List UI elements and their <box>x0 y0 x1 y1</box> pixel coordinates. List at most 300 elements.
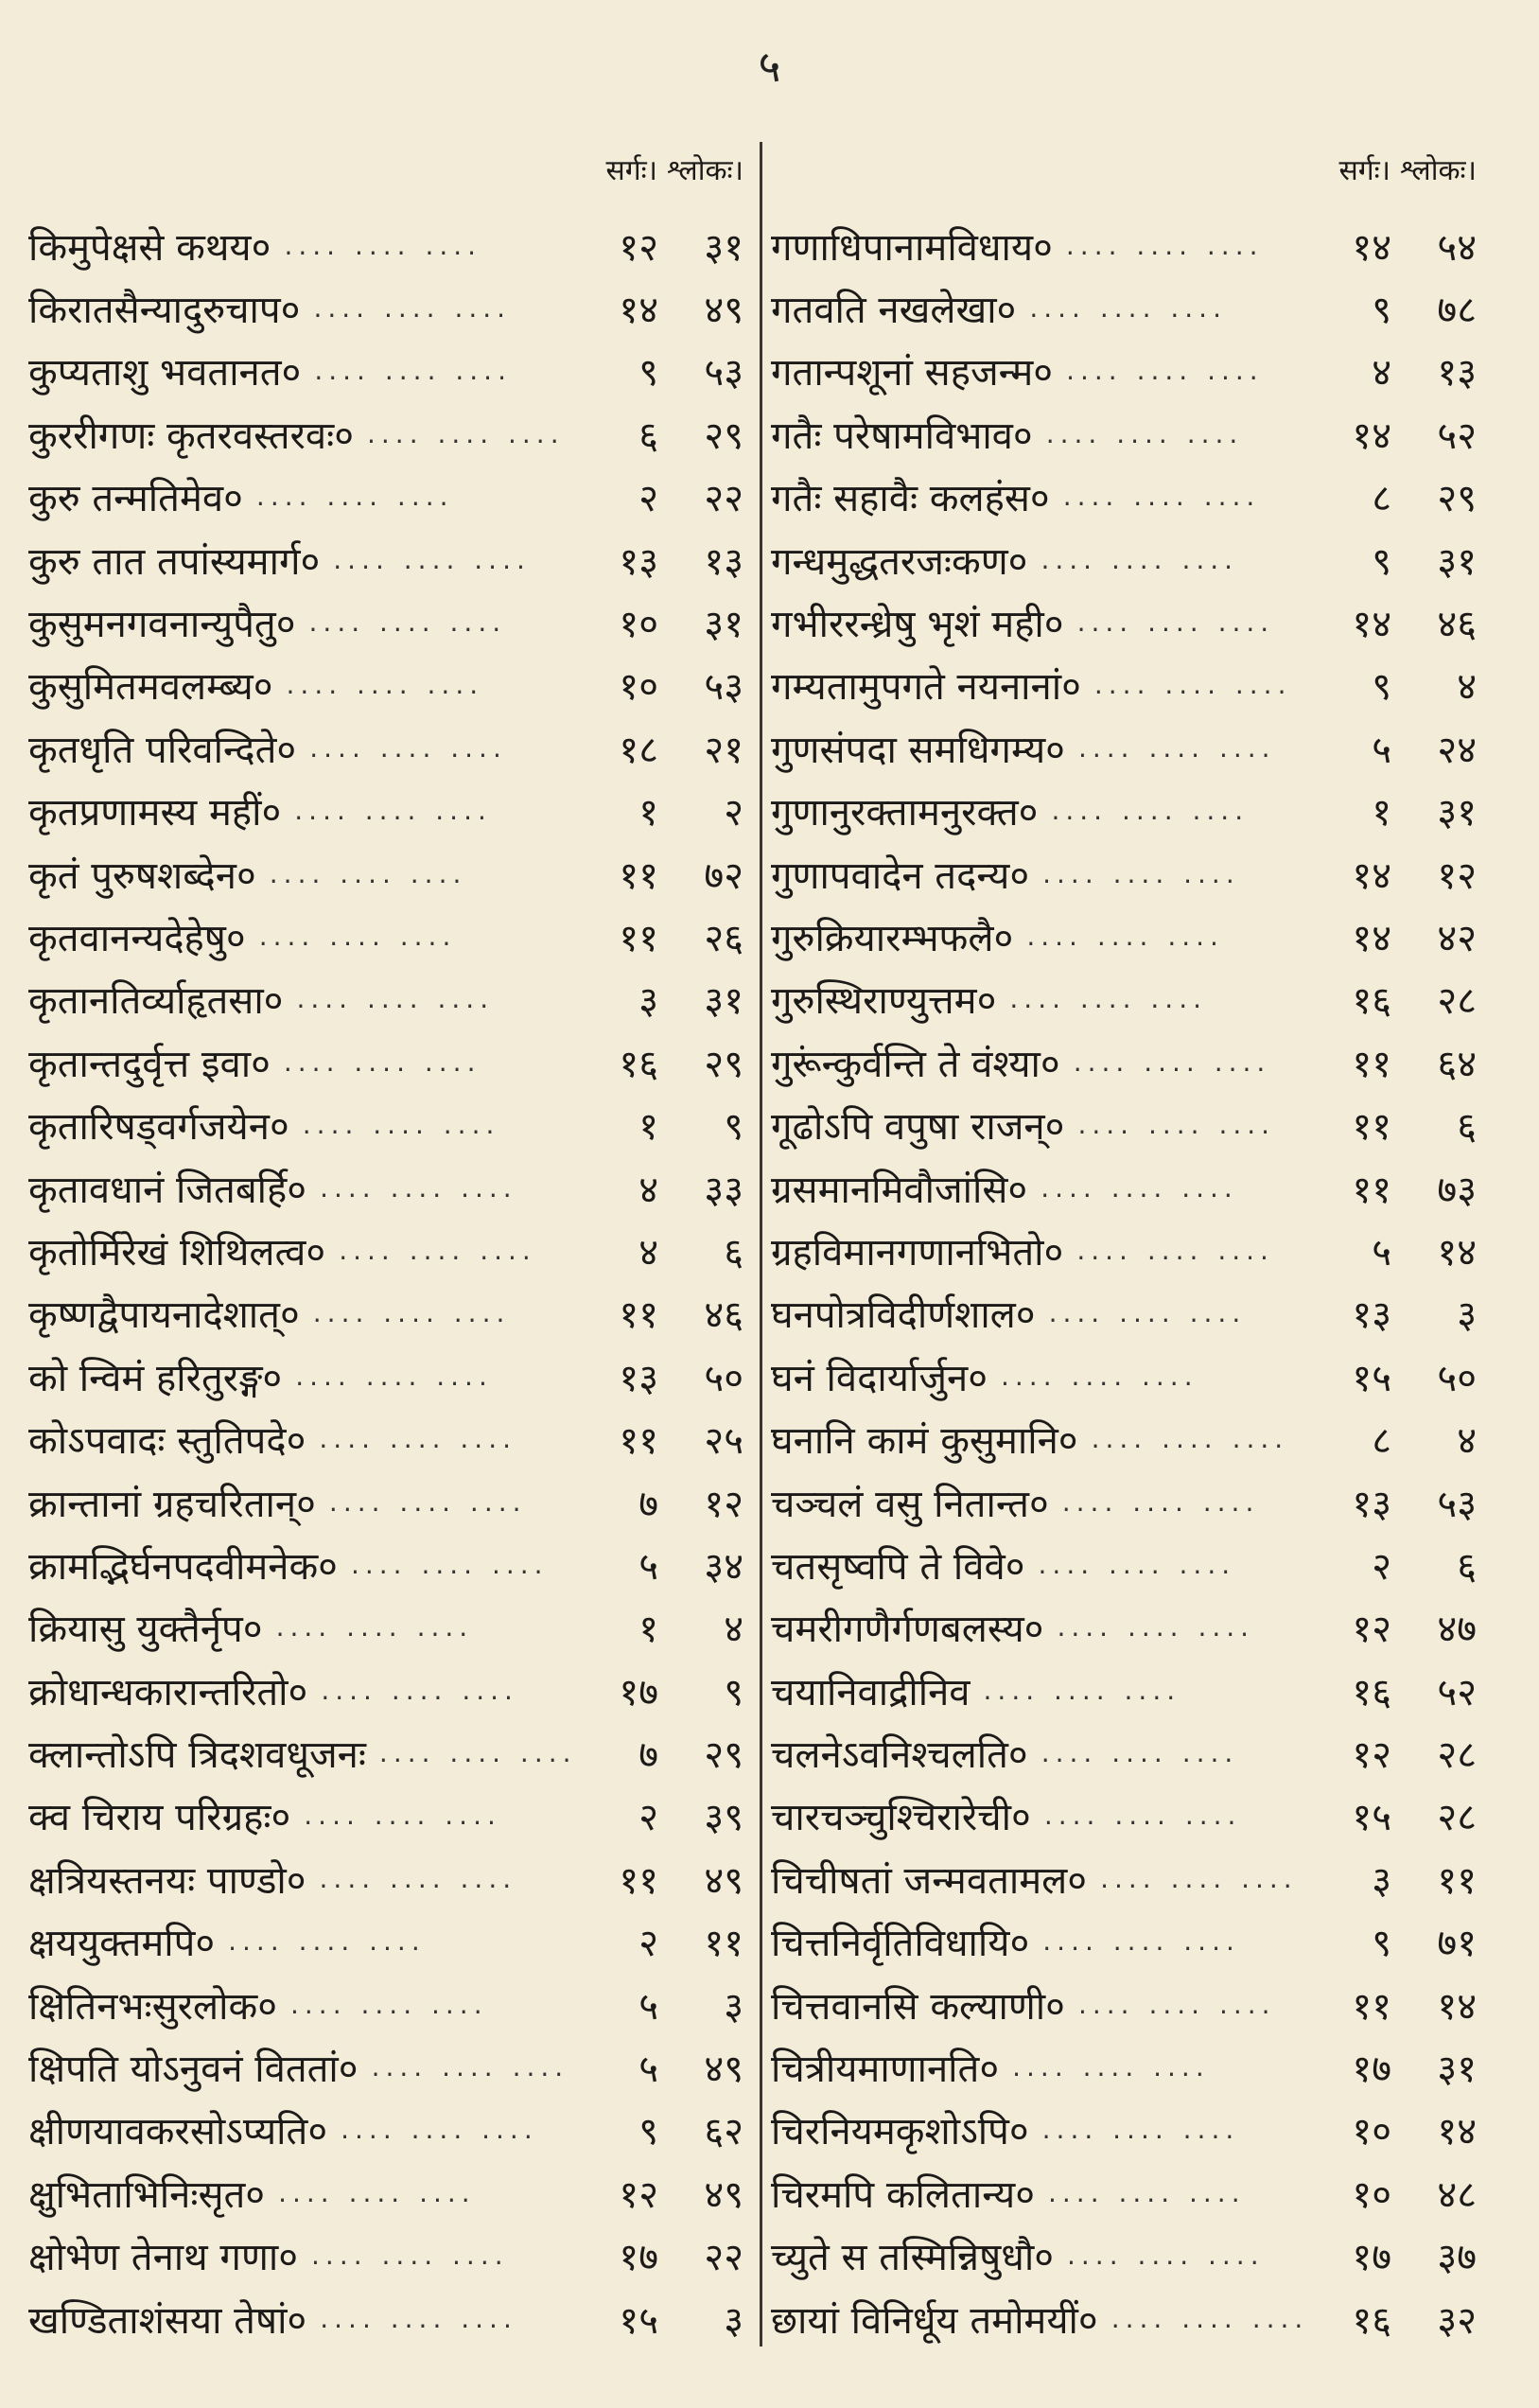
index-entry <box>28 276 757 339</box>
sarga-number: १६ <box>1352 979 1391 1024</box>
entry-text: छायां विनिर्धूय तमोमयीं० <box>771 2298 1098 2343</box>
leader-dots: .... .... .... <box>283 1046 481 1078</box>
entry-text: को न्विमं हरितुरङ्ग० <box>28 1356 283 1400</box>
entry-text: कृतारिषड्वर्गजयेन० <box>28 1105 289 1150</box>
leader-dots: .... .... .... <box>228 1925 426 1958</box>
entry-text: घनपोत्रविदीर्णशाल० <box>771 1293 1036 1338</box>
entry-text: गतैः सहावैः कलहंस० <box>771 477 1050 521</box>
sarga-number: १ <box>638 1105 658 1150</box>
sarga-number: ३ <box>638 979 658 1024</box>
sarga-number: ८ <box>1372 477 1391 521</box>
sarga-number: १७ <box>619 2236 658 2280</box>
leader-dots: .... .... .... <box>258 920 457 952</box>
index-entry <box>28 968 757 1030</box>
sarga-number: ११ <box>619 916 658 960</box>
entry-text: कुरु तात तपांस्यमार्ग० <box>28 539 321 584</box>
sarga-number: ११ <box>1352 1984 1391 2029</box>
index-entry <box>771 214 1490 276</box>
entry-text: खण्डिताशंसया तेषां० <box>28 2298 307 2343</box>
entry-text: गुणानुरक्तामनुरक्त० <box>771 791 1039 835</box>
shloka-number: ६ <box>1457 1544 1477 1589</box>
leader-dots: .... .... .... <box>255 481 454 513</box>
leader-dots: .... .... .... <box>1041 1171 1238 1204</box>
index-entry <box>771 716 1490 779</box>
index-entry <box>28 2099 757 2161</box>
index-entry <box>28 2287 757 2349</box>
leader-dots: .... .... .... <box>1077 1988 1276 2020</box>
leader-dots: .... .... .... <box>304 1800 501 1832</box>
index-entry <box>28 1784 757 1847</box>
entry-text: कृतानतिर्व्याहृतसा० <box>28 979 284 1024</box>
leader-dots: .... .... .... <box>1073 1046 1271 1078</box>
entry-text: कुररीगणः कृतरवस्तरवः० <box>28 413 354 458</box>
sarga-number: १५ <box>1352 1356 1391 1400</box>
entry-text: चित्तनिर्वृतिविधायि० <box>771 1922 1030 1966</box>
shloka-number: ४९ <box>704 289 743 333</box>
sarga-header: सर्गः। <box>605 153 658 187</box>
index-entry <box>28 1470 757 1533</box>
leader-dots: .... .... .... <box>367 417 565 449</box>
shloka-header: श्लोकः। <box>1400 153 1477 187</box>
entry-text: कुसुमनगवनान्युपैतु० <box>28 603 296 647</box>
sarga-number: १३ <box>619 1356 658 1400</box>
index-entry <box>771 528 1490 590</box>
index-entry <box>771 590 1490 653</box>
sarga-number: ११ <box>619 1858 658 1903</box>
sarga-number: १५ <box>619 2298 658 2343</box>
sarga-number: ११ <box>1352 1168 1391 1212</box>
sarga-number: २ <box>638 477 658 521</box>
entry-text: चिरमपि कलितान्य० <box>771 2172 1035 2217</box>
entry-text: गुणापवादेन तदन्य० <box>771 853 1030 898</box>
index-entry <box>771 1847 1490 1909</box>
page-number: ५ <box>758 41 781 92</box>
leader-dots: .... .... .... <box>371 2051 569 2083</box>
shloka-number: ५३ <box>1437 1482 1477 1526</box>
shloka-number: १३ <box>1437 351 1477 395</box>
leader-dots: .... .... .... <box>983 1674 1181 1706</box>
leader-dots: .... .... .... <box>1001 1360 1198 1392</box>
leader-dots: .... .... .... <box>1100 1862 1298 1894</box>
leader-dots: .... .... .... <box>1042 1925 1240 1958</box>
index-entry <box>28 1847 757 1909</box>
entry-text: चित्तवानसि कल्याणी० <box>771 1984 1065 2029</box>
index-entry <box>771 2099 1490 2161</box>
entry-text: चारचञ्चुश्चिरारेची० <box>771 1796 1031 1840</box>
index-entry <box>28 1156 757 1219</box>
shloka-number: २८ <box>1437 979 1477 1024</box>
index-entry <box>771 1470 1490 1533</box>
leader-dots: .... .... .... <box>309 731 507 764</box>
shloka-number: १२ <box>1437 853 1477 898</box>
index-entry <box>28 402 757 465</box>
entry-text: गतवति नखलेखा० <box>771 289 1017 333</box>
shloka-number: ११ <box>1437 1858 1477 1903</box>
entry-text: कुप्यताशु भवतानत० <box>28 351 302 395</box>
shloka-number: ३१ <box>704 603 743 647</box>
index-entry <box>771 780 1490 842</box>
sarga-number: १ <box>638 791 658 835</box>
sarga-number: १६ <box>1352 2298 1391 2343</box>
shloka-number: २८ <box>1437 1733 1477 1778</box>
entry-text: चयानिवाद्रीनिव <box>771 1670 971 1714</box>
shloka-number: ९ <box>724 1670 743 1714</box>
leader-dots: .... .... .... <box>275 1611 474 1643</box>
leader-dots: .... .... .... <box>1048 1297 1247 1329</box>
sarga-number: १३ <box>1352 1293 1391 1338</box>
shloka-number: १४ <box>1437 1984 1477 2029</box>
left-column-header <box>28 142 757 195</box>
shloka-header: श्लोकः। <box>667 153 743 187</box>
index-entry <box>771 1156 1490 1219</box>
shloka-number: ५२ <box>1437 1670 1477 1714</box>
sarga-number: १० <box>619 665 658 710</box>
index-entry <box>28 2224 757 2287</box>
index-entry <box>771 1596 1490 1659</box>
shloka-number: ३७ <box>1437 2236 1477 2280</box>
index-entry <box>771 1721 1490 1784</box>
index-entry <box>771 842 1490 905</box>
index-entry <box>28 780 757 842</box>
entry-text: क्रान्तानां ग्रहचरितान्० <box>28 1482 316 1526</box>
entry-text: चतसृष्वपि ते विवे० <box>771 1544 1025 1589</box>
shloka-number: ५३ <box>704 665 743 710</box>
shloka-number: ४ <box>724 1608 743 1652</box>
sarga-number: १६ <box>619 1042 658 1086</box>
leader-dots: .... .... .... <box>320 2302 517 2334</box>
leader-dots: .... .... .... <box>1061 1485 1260 1518</box>
leader-dots: .... .... .... <box>286 669 484 701</box>
shloka-number: ३३ <box>704 1168 743 1212</box>
leader-dots: .... .... .... <box>1091 1423 1289 1455</box>
sarga-number: ९ <box>1372 539 1391 584</box>
sarga-number: ११ <box>619 1293 658 1338</box>
entry-text: ग्रसमानमिवौजांसि० <box>771 1168 1028 1212</box>
sarga-number: ६ <box>638 413 658 458</box>
leader-dots: .... .... .... <box>1042 857 1240 889</box>
entry-text: ग्रहविमानगणानभितो० <box>771 1230 1064 1274</box>
left-rows <box>28 214 757 2349</box>
index-entry <box>771 1030 1490 1093</box>
entry-text: गुरूंन्कुर्वन्ति ते वंश्या० <box>771 1042 1060 1086</box>
entry-text: किमुपेक्षसे कथय० <box>28 225 271 270</box>
leader-dots: .... .... .... <box>1077 731 1276 764</box>
shloka-number: २१ <box>704 728 743 772</box>
shloka-number: ४९ <box>704 2048 743 2092</box>
shloka-number: ३१ <box>1437 539 1477 584</box>
sarga-number: ९ <box>638 2110 658 2154</box>
leader-dots: .... .... .... <box>1051 795 1250 827</box>
index-entry <box>28 340 757 402</box>
sarga-number: १४ <box>1352 853 1391 898</box>
shloka-number: ४९ <box>704 2172 743 2217</box>
leader-dots: .... .... .... <box>302 1109 500 1141</box>
index-entry <box>771 2224 1490 2287</box>
entry-text: गतान्पशूनां सहजन्म० <box>771 351 1054 395</box>
sarga-number: ४ <box>1372 351 1391 395</box>
entry-text: गन्धमुद्धतरजःकण० <box>771 539 1028 584</box>
index-entry <box>28 716 757 779</box>
sarga-number: १३ <box>619 539 658 584</box>
leader-dots: .... .... .... <box>308 606 507 639</box>
sarga-number: १२ <box>1352 1608 1391 1652</box>
leader-dots: .... .... .... <box>319 1423 517 1455</box>
sarga-number: १० <box>619 603 658 647</box>
shloka-number: ११ <box>704 1922 743 1966</box>
sarga-number: ९ <box>1372 289 1391 333</box>
entry-text: कोऽपवादः स्तुतिपदे० <box>28 1419 306 1464</box>
sarga-number: ४ <box>638 1230 658 1274</box>
entry-text: चलनेऽवनिश्चलति० <box>771 1733 1028 1778</box>
sarga-number: १४ <box>1352 916 1391 960</box>
leader-dots: .... .... .... <box>314 355 512 387</box>
shloka-number: ३१ <box>1437 791 1477 835</box>
entry-text: चिरनियमकृशोऽपि० <box>771 2110 1029 2154</box>
index-entry <box>771 905 1490 967</box>
leader-dots: .... .... .... <box>321 1674 518 1706</box>
entry-text: क्रामद्भिर्घनपदवीमनेक० <box>28 1544 338 1589</box>
shloka-number: ३१ <box>704 979 743 1024</box>
shloka-number: २६ <box>704 916 743 960</box>
leader-dots: .... .... .... <box>1111 2302 1309 2334</box>
leader-dots: .... .... .... <box>319 1862 517 1894</box>
sarga-number: १७ <box>1352 2048 1391 2092</box>
sarga-number: ११ <box>619 1419 658 1464</box>
sarga-number: ११ <box>1352 1042 1391 1086</box>
entry-text: क्लान्तोऽपि त्रिदशवधूजनः <box>28 1733 366 1778</box>
leader-dots: .... .... .... <box>1012 2051 1210 2083</box>
sarga-number: २ <box>638 1796 658 1840</box>
index-entry <box>28 1282 757 1345</box>
leader-dots: .... .... .... <box>1076 606 1275 639</box>
leader-dots: .... .... .... <box>333 543 531 575</box>
leader-dots: .... .... .... <box>320 1171 517 1204</box>
index-entry <box>28 1093 757 1155</box>
index-entry <box>28 2161 757 2223</box>
index-entry <box>28 214 757 276</box>
entry-text: क्षितिनभःसुरलोक० <box>28 1984 277 2029</box>
entry-text: क्षययुक्तमपि० <box>28 1922 216 1966</box>
right-rows <box>771 214 1490 2349</box>
leader-dots: .... .... .... <box>378 1737 577 1769</box>
index-entry <box>771 1659 1490 1721</box>
shloka-number: २५ <box>704 1419 743 1464</box>
shloka-number: ७८ <box>1437 289 1477 333</box>
index-entry <box>771 968 1490 1030</box>
sarga-number: ८ <box>1372 1419 1391 1464</box>
shloka-number: ७३ <box>1437 1168 1477 1212</box>
index-entry <box>28 1659 757 1721</box>
index-entry <box>771 276 1490 339</box>
index-entry <box>771 1093 1490 1155</box>
shloka-number: ३ <box>1457 1293 1477 1338</box>
sarga-number: १० <box>1352 2172 1391 2217</box>
index-entry <box>28 1533 757 1595</box>
shloka-number: ६२ <box>704 2110 743 2154</box>
index-entry <box>28 842 757 905</box>
shloka-number: ४ <box>1457 1419 1477 1464</box>
index-entry <box>28 1030 757 1093</box>
entry-text: क्रोधान्धकारान्तरितो० <box>28 1670 308 1714</box>
index-entry <box>771 340 1490 402</box>
leader-dots: .... .... .... <box>296 983 495 1015</box>
entry-text: क्षिपति योऽनुवनं विततां० <box>28 2048 359 2092</box>
leader-dots: .... .... .... <box>290 1988 488 2020</box>
leader-dots: .... .... .... <box>350 1548 549 1580</box>
shloka-number: ७१ <box>1437 1922 1477 1966</box>
entry-text: कुसुमितमवलम्ब्य० <box>28 665 273 710</box>
shloka-number: २९ <box>704 413 743 458</box>
leader-dots: .... .... .... <box>295 1360 493 1392</box>
sarga-number: १४ <box>1352 413 1391 458</box>
sarga-number: ११ <box>619 853 658 898</box>
sarga-number: १२ <box>619 2172 658 2217</box>
sarga-number: ५ <box>638 2048 658 2092</box>
leader-dots: .... .... .... <box>339 1234 536 1266</box>
sarga-number: ५ <box>1372 728 1391 772</box>
sarga-number: ७ <box>638 1733 658 1778</box>
entry-text: कृतधृति परिवन्दिते० <box>28 728 297 772</box>
index-entry <box>28 1219 757 1281</box>
leader-dots: .... .... .... <box>1048 2176 1246 2208</box>
shloka-number: ३९ <box>704 1796 743 1840</box>
shloka-number: ४६ <box>704 1293 743 1338</box>
left-column <box>28 142 757 2349</box>
shloka-number: ४७ <box>1437 1608 1477 1652</box>
entry-text: क्षत्रियस्तनयः पाण्डो० <box>28 1858 306 1903</box>
leader-dots: .... .... .... <box>278 2176 476 2208</box>
right-column <box>771 142 1490 2349</box>
leader-dots: .... .... .... <box>294 795 492 827</box>
index-entry <box>28 654 757 716</box>
leader-dots: .... .... .... <box>1045 417 1244 449</box>
leader-dots: .... .... .... <box>328 1485 527 1518</box>
sarga-number: १२ <box>1352 1733 1391 1778</box>
shloka-number: ६ <box>724 1230 743 1274</box>
entry-text: घनानि कामं कुसुमानि० <box>771 1419 1078 1464</box>
shloka-number: ५३ <box>704 351 743 395</box>
shloka-number: ५० <box>1437 1356 1477 1400</box>
sarga-number: १८ <box>619 728 658 772</box>
index-entry <box>28 1721 757 1784</box>
sarga-number: १ <box>638 1608 658 1652</box>
index-entry <box>28 1596 757 1659</box>
leader-dots: .... .... .... <box>1041 543 1239 575</box>
shloka-number: ३१ <box>1437 2048 1477 2092</box>
index-entry <box>28 528 757 590</box>
sarga-header: सर्गः। <box>1338 153 1391 187</box>
leader-dots: .... .... .... <box>284 229 482 261</box>
leader-dots: .... .... .... <box>313 292 512 325</box>
index-entry <box>28 466 757 528</box>
index-entry <box>771 1784 1490 1847</box>
entry-text: चित्रीयमाणानति० <box>771 2048 1000 2092</box>
entry-text: गणाधिपानामविधाय० <box>771 225 1053 270</box>
sarga-number: १३ <box>1352 1482 1391 1526</box>
entry-text: गूढोऽपि वपुषा राजन्० <box>771 1105 1065 1150</box>
right-column-header <box>771 142 1490 195</box>
sarga-number: १२ <box>619 225 658 270</box>
index-entry <box>28 1973 757 2035</box>
entry-text: क्षोभेण तेनाथ गणा० <box>28 2236 299 2280</box>
sarga-number: ५ <box>638 1984 658 2029</box>
index-entry <box>28 1345 757 1407</box>
index-entry <box>771 1219 1490 1281</box>
leader-dots: .... .... .... <box>1067 2240 1265 2272</box>
shloka-number: २२ <box>704 477 743 521</box>
leader-dots: .... .... .... <box>1009 983 1208 1015</box>
shloka-number: २९ <box>1437 477 1477 521</box>
shloka-number: २ <box>724 791 743 835</box>
leader-dots: .... .... .... <box>1029 292 1227 325</box>
sarga-number: १४ <box>1352 225 1391 270</box>
entry-text: गुरुक्रियारम्भफलै० <box>771 916 1014 960</box>
column-divider <box>760 142 762 2346</box>
index-entry <box>771 1973 1490 2035</box>
entry-text: चमरीगणैर्गणबलस्य० <box>771 1608 1044 1652</box>
shloka-number: ३४ <box>704 1544 743 1589</box>
entry-text: गभीररन्ध्रेषु भृशं मही० <box>771 603 1064 647</box>
entry-text: क्षुभिताभिनिःसृत० <box>28 2172 266 2217</box>
entry-text: कृतप्रणामस्य महीं० <box>28 791 282 835</box>
entry-text: चिचीषतां जन्मवतामल० <box>771 1858 1088 1903</box>
sarga-number: १७ <box>1352 2236 1391 2280</box>
index-entry <box>771 1533 1490 1595</box>
index-entry <box>771 1910 1490 1973</box>
leader-dots: .... .... .... <box>1041 2114 1240 2146</box>
entry-text: गुणसंपदा समधिगम्य० <box>771 728 1065 772</box>
sarga-number: १४ <box>619 289 658 333</box>
index-entry <box>771 2161 1490 2223</box>
entry-text: क्रियासु युक्तैर्नृप० <box>28 1608 263 1652</box>
shloka-number: ३२ <box>1437 2298 1477 2343</box>
entry-text: गुरुस्थिराण्युत्तम० <box>771 979 997 1024</box>
entry-text: गम्यतामुपगते नयनानां० <box>771 665 1081 710</box>
entry-text: क्व चिराय परिग्रहः० <box>28 1796 291 1840</box>
entry-text: कृतवानन्यदेहेषु० <box>28 916 246 960</box>
sarga-number: ४ <box>638 1168 658 1212</box>
leader-dots: .... .... .... <box>269 857 467 889</box>
entry-text: चञ्चलं वसु नितान्त० <box>771 1482 1049 1526</box>
shloka-number: २८ <box>1437 1796 1477 1840</box>
sarga-number: २ <box>1372 1544 1391 1589</box>
shloka-number: २९ <box>704 1733 743 1778</box>
index-entry <box>771 402 1490 465</box>
leader-dots: .... .... .... <box>1065 229 1264 261</box>
leader-dots: .... .... .... <box>1066 355 1264 387</box>
index-entry <box>28 1407 757 1469</box>
shloka-number: ४९ <box>704 1858 743 1903</box>
sarga-number: ९ <box>638 351 658 395</box>
shloka-number: २९ <box>704 1042 743 1086</box>
index-entry <box>771 2287 1490 2349</box>
entry-text: कृतं पुरुषशब्देन० <box>28 853 256 898</box>
leader-dots: .... .... .... <box>1076 1234 1274 1266</box>
entry-text: क्षीणयावकरसोऽप्यति० <box>28 2110 328 2154</box>
sarga-number: १४ <box>1352 603 1391 647</box>
index-entry <box>28 1910 757 1973</box>
shloka-number: २४ <box>1437 728 1477 772</box>
entry-text: कृतोर्मिरेखं शिथिलत्व० <box>28 1230 326 1274</box>
shloka-number: ४६ <box>1437 603 1477 647</box>
sarga-number: ११ <box>1352 1105 1391 1150</box>
shloka-number: ५० <box>704 1356 743 1400</box>
leader-dots: .... .... .... <box>1077 1109 1276 1141</box>
leader-dots: .... .... .... <box>311 2240 509 2272</box>
shloka-number: ३ <box>724 2298 743 2343</box>
entry-text: घनं विदार्यार्जुन० <box>771 1356 988 1400</box>
leader-dots: .... .... .... <box>1026 920 1224 952</box>
